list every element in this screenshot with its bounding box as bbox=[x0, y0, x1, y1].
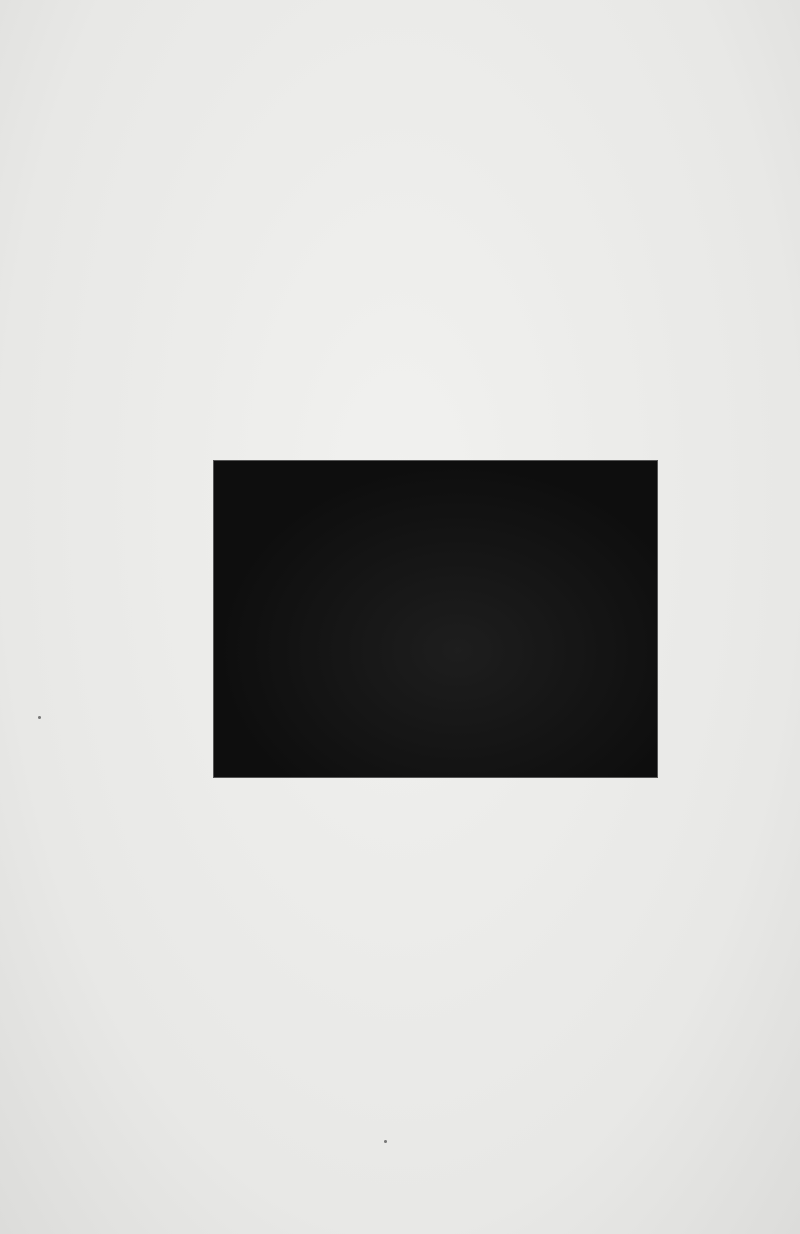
print-speck bbox=[384, 1140, 387, 1143]
figure-photograph-test-tubes bbox=[213, 460, 658, 778]
print-speck bbox=[38, 716, 41, 719]
figure-background bbox=[214, 461, 657, 777]
